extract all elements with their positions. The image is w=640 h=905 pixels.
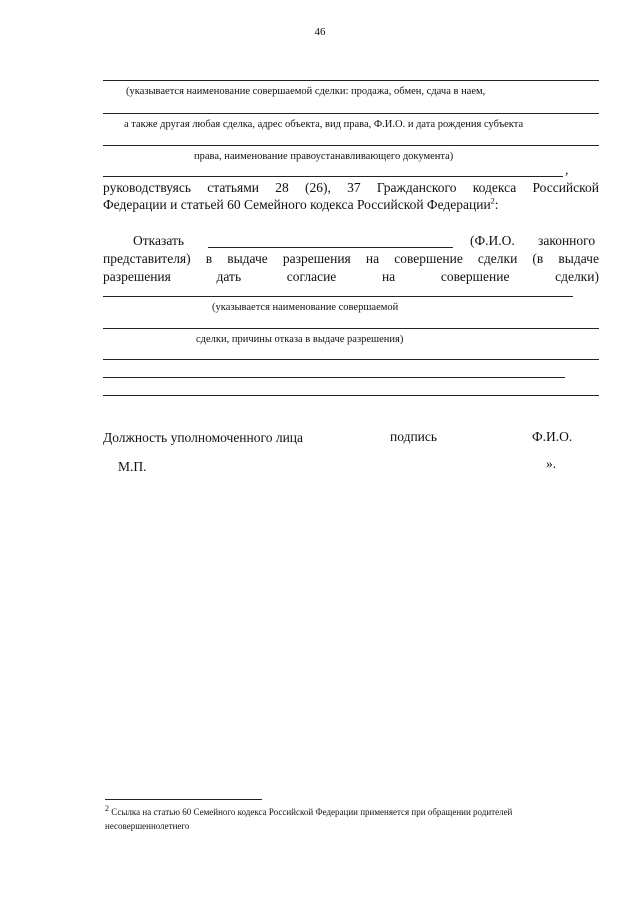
word: Гражданского — [376, 180, 457, 195]
refusal-legal: законного — [538, 233, 596, 248]
stamp-label: М.П. — [118, 459, 147, 474]
word: представителя) — [103, 251, 191, 266]
word: руководствуясь — [103, 180, 192, 195]
signature-label: подпись — [390, 429, 438, 444]
caption-transaction-2: а также другая любая сделка, адрес объекта, вид права, Ф.И.О. и дата рождения субъекта — [124, 119, 524, 130]
word: на — [365, 251, 380, 266]
footnote-marker: 2 — [105, 804, 109, 813]
blank-line — [103, 359, 599, 360]
word: совершение — [394, 251, 463, 266]
word: выдаче — [227, 251, 268, 266]
word: на — [381, 269, 396, 284]
footnote-line-1 — [105, 805, 615, 819]
legal-basis-line-2 — [103, 197, 498, 213]
closing-quote: ». — [546, 456, 557, 471]
legal-basis-line-1 — [103, 180, 599, 196]
word: статьями — [207, 180, 260, 195]
refusal-line-3 — [103, 269, 599, 285]
blank-line — [103, 176, 563, 177]
word: совершение — [440, 269, 510, 284]
refusal-lead: Отказать — [133, 233, 185, 248]
word: 37 — [347, 180, 361, 195]
footnote — [105, 805, 615, 833]
word: сделки) — [555, 269, 599, 284]
word: в — [205, 251, 213, 266]
word: 28 — [275, 180, 289, 195]
blank-line — [103, 113, 599, 114]
refusal-line-2 — [103, 251, 599, 267]
blank-line — [208, 247, 453, 248]
trailing-comma: , — [565, 162, 569, 177]
page-number: 46 — [314, 26, 326, 38]
caption-refusal-1: (указывается наименование совершаемой — [212, 302, 399, 313]
word: разрешения — [103, 269, 171, 284]
refusal-fio: (Ф.И.О. — [470, 233, 515, 248]
caption-refusal-2: сделки, причины отказа в выдаче разрешения) — [196, 334, 404, 345]
word: Российской — [532, 180, 599, 195]
blank-line — [103, 377, 565, 378]
caption-transaction-1: (указывается наименование совершаемой сделки: продажа, обмен, сдача в наем, — [126, 86, 486, 97]
footnote-separator — [105, 799, 262, 800]
blank-line — [103, 145, 599, 146]
fio-label: Ф.И.О. — [532, 429, 573, 444]
position-label: Должность уполномоченного лица — [103, 430, 304, 445]
word: дать — [216, 269, 242, 284]
word: (в — [532, 251, 544, 266]
word: разрешения — [282, 251, 351, 266]
legal-basis-text: Федерации и статьей 60 Семейного кодекса Российской Федерации — [103, 197, 491, 212]
footnote-reference: 2 — [490, 196, 495, 206]
blank-line — [103, 328, 599, 329]
caption-transaction-3: права, наименование правоустанавливающего документа) — [194, 151, 454, 162]
blank-line — [103, 395, 599, 396]
blank-line — [103, 80, 599, 81]
colon: : — [494, 197, 499, 212]
footnote-line-2: несовершеннолетнего — [105, 821, 190, 831]
word: (26), — [304, 180, 331, 195]
word: согласие — [286, 269, 337, 284]
footnote-text: Ссылка на статью 60 Семейного кодекса Российской Федерации применяется при обращении родителей — [111, 807, 513, 817]
blank-line — [103, 296, 573, 297]
word: выдаче — [558, 251, 599, 266]
word: сделки — [477, 251, 518, 266]
word: кодекса — [472, 180, 517, 195]
